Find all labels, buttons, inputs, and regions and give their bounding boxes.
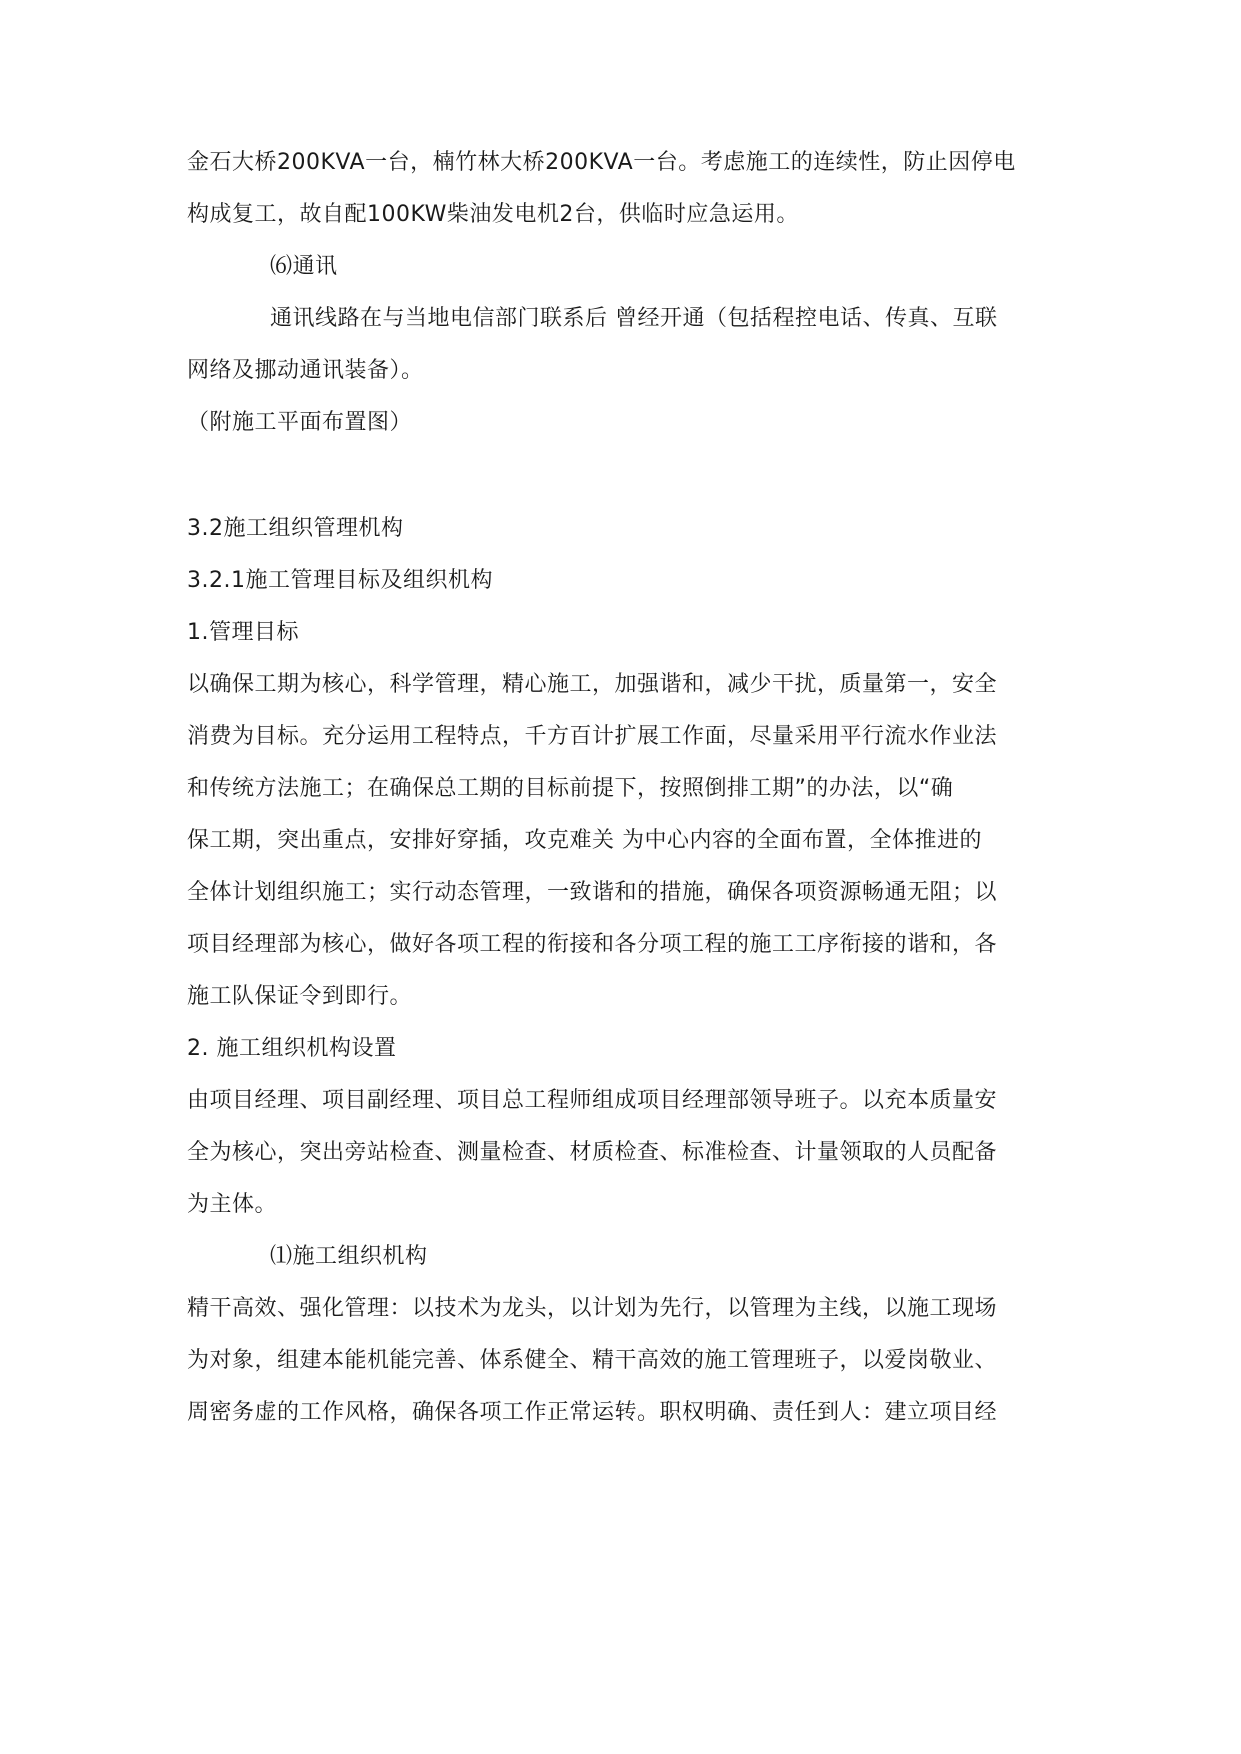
item-heading: 1.管理目标	[187, 620, 299, 645]
paragraph-line: 构成复工，故自配100KW柴油发电机2台，供临时应急运用。	[187, 202, 799, 227]
paragraph-line: 精干高效、强化管理：以技术为龙头，以计划为先行，以管理为主线，以施工现场	[187, 1296, 998, 1321]
subsection-heading: ⑴施工组织机构	[270, 1244, 428, 1269]
subsection-heading: 3.2.1施工管理目标及组织机构	[187, 568, 493, 593]
paragraph-line: 通讯线路在与当地电信部门联系后 曾经开通（包括程控电话、传真、互联	[270, 306, 998, 331]
paragraph-line: 金石大桥200KVA一台，楠竹林大桥200KVA一台。考虑施工的连续性，防止因停电	[187, 150, 1016, 175]
paragraph-line: 由项目经理、项目副经理、项目总工程师组成项目经理部领导班子。以充本质量安	[187, 1088, 998, 1113]
paragraph-line: 全为核心，突出旁站检查、测量检查、材质检查、标准检查、计量领取的人员配备	[187, 1140, 998, 1165]
paragraph-line: 全体计划组织施工；实行动态管理，一致谐和的措施，确保各项资源畅通无阻；以	[187, 880, 998, 905]
subsection-heading: ⑹通讯	[270, 254, 338, 279]
paragraph-line: 保工期，突出重点，安排好穿插，攻克难关 为中心内容的全面布置，全体推进的	[187, 828, 982, 853]
paragraph-line: 为对象，组建本能机能完善、体系健全、精干高效的施工管理班子，以爱岗敬业、	[187, 1348, 998, 1373]
paragraph-line: 周密务虚的工作风格，确保各项工作正常运转。职权明确、责任到人：建立项目经	[187, 1400, 998, 1425]
paragraph-line: 消费为目标。充分运用工程特点，千方百计扩展工作面，尽量采用平行流水作业法	[187, 724, 998, 749]
item-heading: 2. 施工组织机构设置	[187, 1036, 397, 1061]
paragraph-line: 网络及挪动通讯装备）。	[187, 358, 424, 383]
paragraph-line: 项目经理部为核心，做好各项工程的衔接和各分项工程的施工工序衔接的谐和，各	[187, 932, 998, 957]
paragraph-line: 以确保工期为核心，科学管理，精心施工，加强谐和，减少干扰，质量第一，安全	[187, 672, 998, 697]
paragraph-line: 施工队保证令到即行。	[187, 984, 413, 1009]
section-heading: 3.2施工组织管理机构	[187, 516, 404, 541]
paragraph-line: 和传统方法施工；在确保总工期的目标前提下，按照倒排工期”的办法，以“确	[187, 776, 954, 801]
figure-note: （附施工平面布置图）	[187, 410, 413, 435]
paragraph-line: 为主体。	[187, 1192, 278, 1217]
